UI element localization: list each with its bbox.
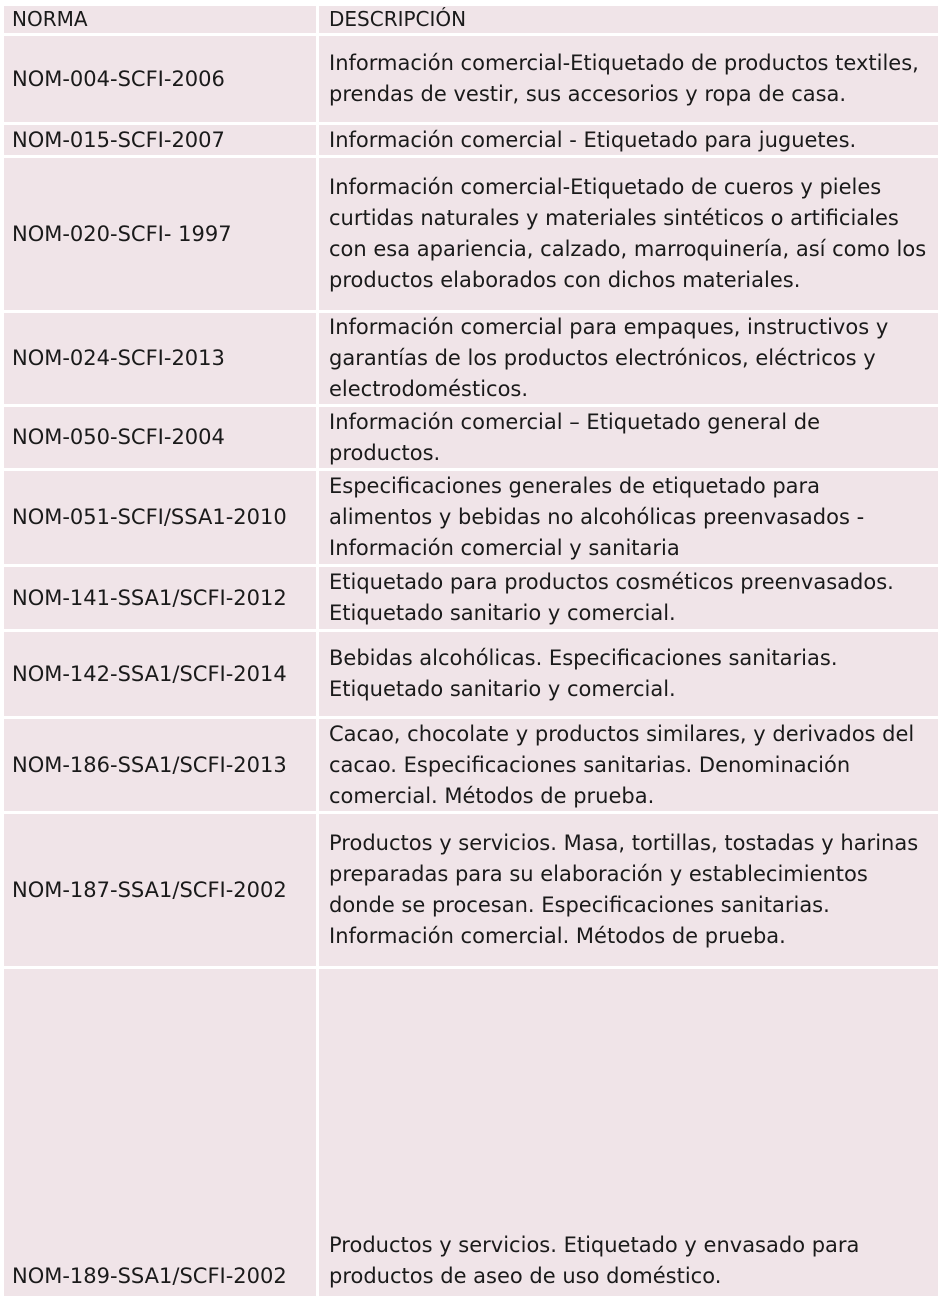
norma-cell: NOM-015-SCFI-2007 [4,125,319,155]
table-row [4,313,938,407]
table-row [4,814,938,969]
descripcion-cell: Bebidas alcohólicas. Especificaciones sanitarias. Etiquetado sanitario y comercial. [319,632,938,716]
table-row [4,407,938,471]
table-row [4,969,938,1296]
descripcion-cell: Especificaciones generales de etiquetado para alimentos y bebidas no alcohólicas preenvasados - Información comercial y sanitaria [319,471,938,564]
norma-cell: NOM-187-SSA1/SCFI-2002 [4,814,319,966]
descripcion-cell: Información comercial - Etiquetado para juguetes. [319,125,938,155]
descripcion-cell: Etiquetado para productos cosméticos preenvasados. Etiquetado sanitario y comercial. [319,567,938,629]
table-header-row [4,6,938,36]
table-row [4,471,938,567]
descripcion-cell: Información comercial – Etiquetado general de productos. [319,407,938,468]
norma-cell: NOM-141-SSA1/SCFI-2012 [4,567,319,629]
norma-cell: NOM-189-SSA1/SCFI-2002 [4,969,319,1296]
table-row [4,632,938,719]
table-row [4,567,938,632]
table-row [4,125,938,158]
norma-cell: NOM-020-SCFI- 1997 [4,158,319,310]
header-norma: NORMA [4,6,319,33]
norma-cell: NOM-142-SSA1/SCFI-2014 [4,632,319,716]
descripcion-cell: Información comercial-Etiquetado de cueros y pieles curtidas naturales y materiales sintéticos o artificiales con esa apariencia, calzado, marroquinería, así como los productos elaborados con dichos materiales. [319,158,938,310]
norma-cell: NOM-051-SCFI/SSA1-2010 [4,471,319,564]
header-descripcion: DESCRIPCIÓN [319,6,938,33]
descripcion-cell: Cacao, chocolate y productos similares, y derivados del cacao. Especificaciones sanitarias. Denominación comercial. Métodos de prueba. [319,719,938,811]
descripcion-cell: Información comercial para empaques, instructivos y garantías de los productos electrónicos, eléctricos y electrodomésticos. [319,313,938,404]
table-row [4,719,938,814]
table-row [4,36,938,125]
norma-cell: NOM-004-SCFI-2006 [4,36,319,122]
descripcion-cell: Productos y servicios. Masa, tortillas, tostadas y harinas preparadas para su elaboración y establecimientos donde se procesan. Especificaciones sanitarias. Información comercial. Métodos de prueba. [319,814,938,966]
norma-cell: NOM-186-SSA1/SCFI-2013 [4,719,319,811]
norma-cell: NOM-024-SCFI-2013 [4,313,319,404]
descripcion-cell: Información comercial-Etiquetado de productos textiles, prendas de vestir, sus accesorios y ropa de casa. [319,36,938,122]
descripcion-cell: Productos y servicios. Etiquetado y envasado para productos de aseo de uso doméstico. [319,969,938,1296]
table-row [4,158,938,313]
norms-table [4,6,938,1296]
norma-cell: NOM-050-SCFI-2004 [4,407,319,468]
